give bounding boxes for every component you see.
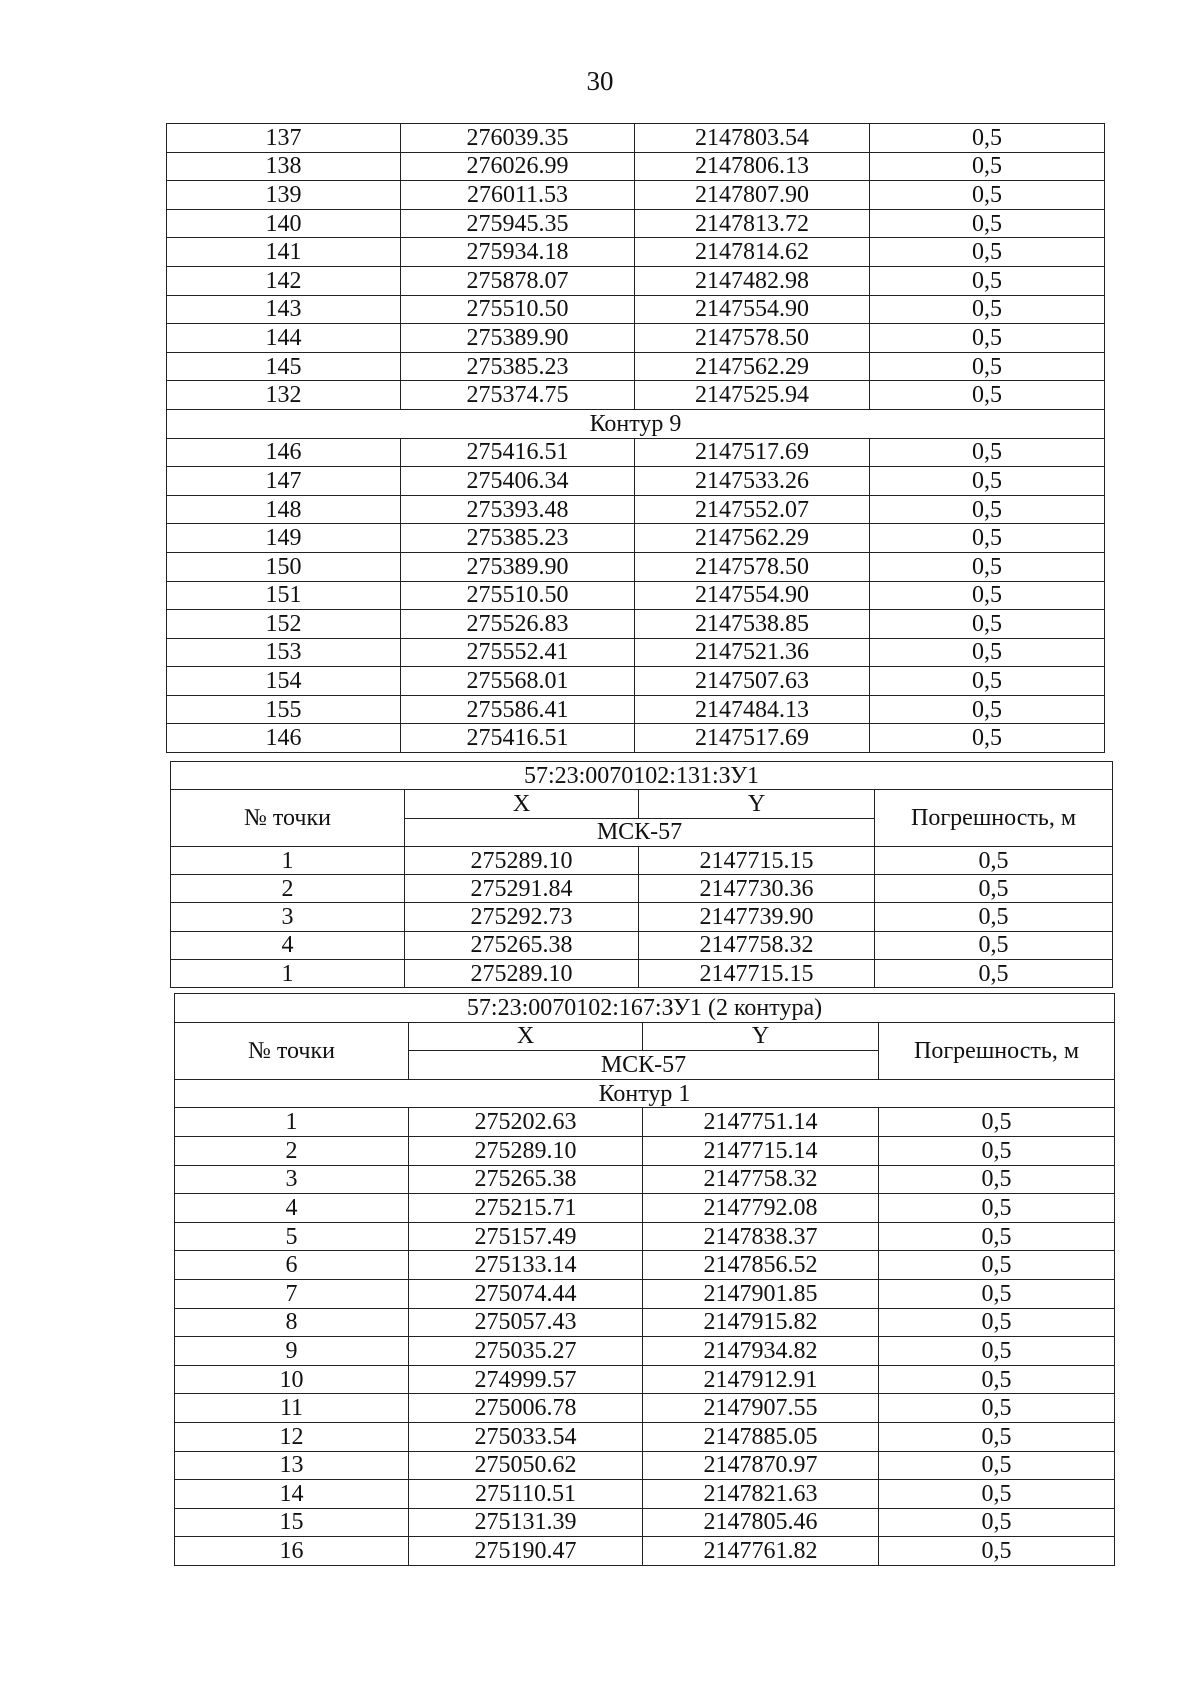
col-header-x: X: [409, 1022, 643, 1051]
x-coordinate-cell: 275945.35: [401, 209, 635, 238]
table-body: [171, 846, 1113, 987]
error-cell: 0,5: [870, 181, 1105, 210]
table-row: [175, 1251, 1115, 1280]
error-cell: 0,5: [879, 1165, 1115, 1194]
table-row: [175, 1165, 1115, 1194]
table-row: [167, 581, 1105, 610]
error-cell: 0,5: [879, 1508, 1115, 1537]
x-coordinate-cell: 275552.41: [401, 638, 635, 667]
table-row: [167, 381, 1105, 410]
error-cell: 0,5: [879, 1251, 1115, 1280]
point-number-cell: 150: [167, 552, 401, 581]
y-coordinate-cell: 2147562.29: [635, 524, 870, 553]
error-cell: 0,5: [879, 1222, 1115, 1251]
error-cell: 0,5: [870, 124, 1105, 153]
x-coordinate-cell: 275389.90: [401, 324, 635, 353]
point-number-cell: 138: [167, 152, 401, 181]
x-coordinate-cell: 275385.23: [401, 352, 635, 381]
col-header-error: Погрешность, м: [875, 790, 1113, 847]
x-coordinate-cell: 275934.18: [401, 238, 635, 267]
x-coordinate-cell: 275265.38: [405, 931, 639, 959]
parcel-title-row: [171, 762, 1113, 790]
x-coordinate-cell: 275215.71: [409, 1194, 643, 1223]
point-number-cell: 3: [175, 1165, 409, 1194]
y-coordinate-cell: 2147517.69: [635, 724, 870, 753]
table-row: [167, 324, 1105, 353]
x-coordinate-cell: 275416.51: [401, 724, 635, 753]
error-cell: 0,5: [879, 1337, 1115, 1366]
table-row: [167, 638, 1105, 667]
point-number-cell: 149: [167, 524, 401, 553]
table-row: [171, 903, 1113, 931]
table-row: [175, 1480, 1115, 1509]
contour-row: [167, 409, 1105, 438]
point-number-cell: 143: [167, 295, 401, 324]
table-row: [167, 295, 1105, 324]
y-coordinate-cell: 2147856.52: [643, 1251, 879, 1280]
x-coordinate-cell: 275568.01: [401, 667, 635, 696]
point-number-cell: 16: [175, 1537, 409, 1566]
x-coordinate-cell: 275050.62: [409, 1451, 643, 1480]
y-coordinate-cell: 2147805.46: [643, 1508, 879, 1537]
point-number-cell: 14: [175, 1480, 409, 1509]
x-coordinate-cell: 275110.51: [409, 1480, 643, 1509]
y-coordinate-cell: 2147792.08: [643, 1194, 879, 1223]
table-row: [175, 1337, 1115, 1366]
error-cell: 0,5: [879, 1194, 1115, 1223]
table-body: [167, 438, 1105, 753]
point-number-cell: 3: [171, 903, 405, 931]
error-cell: 0,5: [875, 931, 1113, 959]
y-coordinate-cell: 2147715.15: [639, 960, 875, 988]
table-row: [167, 552, 1105, 581]
error-cell: 0,5: [879, 1480, 1115, 1509]
table-row: [175, 1222, 1115, 1251]
parcel-title: 57:23:0070102:167:ЗУ1 (2 контура): [175, 994, 1115, 1023]
y-coordinate-cell: 2147901.85: [643, 1279, 879, 1308]
error-cell: 0,5: [870, 266, 1105, 295]
point-number-cell: 11: [175, 1394, 409, 1423]
error-cell: 0,5: [879, 1422, 1115, 1451]
error-cell: 0,5: [870, 581, 1105, 610]
x-coordinate-cell: 275131.39: [409, 1508, 643, 1537]
x-coordinate-cell: 275202.63: [409, 1108, 643, 1137]
error-cell: 0,5: [870, 552, 1105, 581]
header-row: [171, 790, 1113, 818]
col-header-y: Y: [643, 1022, 879, 1051]
point-number-cell: 2: [175, 1136, 409, 1165]
point-number-cell: 1: [171, 960, 405, 988]
point-number-cell: 152: [167, 610, 401, 639]
coordinate-system-label: МСК-57: [405, 818, 875, 846]
point-number-cell: 148: [167, 495, 401, 524]
point-number-cell: 9: [175, 1337, 409, 1366]
y-coordinate-cell: 2147912.91: [643, 1365, 879, 1394]
parcel-167-table: [174, 993, 1115, 1566]
x-coordinate-cell: 275878.07: [401, 266, 635, 295]
table-row: [171, 875, 1113, 903]
x-coordinate-cell: 275006.78: [409, 1394, 643, 1423]
y-coordinate-cell: 2147814.62: [635, 238, 870, 267]
y-coordinate-cell: 2147538.85: [635, 610, 870, 639]
table-row: [175, 1279, 1115, 1308]
error-cell: 0,5: [870, 152, 1105, 181]
table-row: [175, 1451, 1115, 1480]
table-row: [175, 1422, 1115, 1451]
error-cell: 0,5: [870, 610, 1105, 639]
error-cell: 0,5: [870, 381, 1105, 410]
y-coordinate-cell: 2147803.54: [635, 124, 870, 153]
x-coordinate-cell: 276011.53: [401, 181, 635, 210]
point-number-cell: 4: [175, 1194, 409, 1223]
y-coordinate-cell: 2147806.13: [635, 152, 870, 181]
table-row: [167, 266, 1105, 295]
x-coordinate-cell: 275289.10: [405, 846, 639, 874]
parcel-131-table: [170, 761, 1113, 988]
error-cell: 0,5: [870, 438, 1105, 467]
point-number-cell: 141: [167, 238, 401, 267]
y-coordinate-cell: 2147934.82: [643, 1337, 879, 1366]
table-row: [167, 438, 1105, 467]
y-coordinate-cell: 2147907.55: [643, 1394, 879, 1423]
x-coordinate-cell: 275035.27: [409, 1337, 643, 1366]
y-coordinate-cell: 2147554.90: [635, 581, 870, 610]
y-coordinate-cell: 2147552.07: [635, 495, 870, 524]
x-coordinate-cell: 275526.83: [401, 610, 635, 639]
contour-row: [175, 1079, 1115, 1108]
y-coordinate-cell: 2147807.90: [635, 181, 870, 210]
col-header-x: X: [405, 790, 639, 818]
error-cell: 0,5: [870, 638, 1105, 667]
point-number-cell: 1: [171, 846, 405, 874]
point-number-cell: 4: [171, 931, 405, 959]
point-number-cell: 151: [167, 581, 401, 610]
x-coordinate-cell: 275292.73: [405, 903, 639, 931]
y-coordinate-cell: 2147562.29: [635, 352, 870, 381]
table-row: [171, 960, 1113, 988]
table-row: [167, 610, 1105, 639]
table-row: [175, 1308, 1115, 1337]
x-coordinate-cell: 276039.35: [401, 124, 635, 153]
table-row: [171, 931, 1113, 959]
error-cell: 0,5: [870, 467, 1105, 496]
coordinates-table-continued: [166, 123, 1105, 753]
contour-9-title: Контур 9: [167, 409, 1105, 438]
error-cell: 0,5: [879, 1279, 1115, 1308]
x-coordinate-cell: 276026.99: [401, 152, 635, 181]
error-cell: 0,5: [870, 667, 1105, 696]
y-coordinate-cell: 2147554.90: [635, 295, 870, 324]
point-number-cell: 144: [167, 324, 401, 353]
y-coordinate-cell: 2147484.13: [635, 695, 870, 724]
point-number-cell: 142: [167, 266, 401, 295]
point-number-cell: 12: [175, 1422, 409, 1451]
table-row: [167, 495, 1105, 524]
page-number: 30: [586, 66, 614, 96]
error-cell: 0,5: [870, 495, 1105, 524]
point-number-cell: 13: [175, 1451, 409, 1480]
x-coordinate-cell: 275289.10: [405, 960, 639, 988]
table-header-group: [175, 994, 1115, 1108]
x-coordinate-cell: 275374.75: [401, 381, 635, 410]
y-coordinate-cell: 2147507.63: [635, 667, 870, 696]
x-coordinate-cell: 275291.84: [405, 875, 639, 903]
table-row: [167, 695, 1105, 724]
error-cell: 0,5: [879, 1108, 1115, 1137]
parcel-title-row: [175, 994, 1115, 1023]
point-number-cell: 5: [175, 1222, 409, 1251]
x-coordinate-cell: 275033.54: [409, 1422, 643, 1451]
y-coordinate-cell: 2147578.50: [635, 324, 870, 353]
error-cell: 0,5: [875, 903, 1113, 931]
table-row: [175, 1108, 1115, 1137]
x-coordinate-cell: 275057.43: [409, 1308, 643, 1337]
table-row: [167, 524, 1105, 553]
x-coordinate-cell: 274999.57: [409, 1365, 643, 1394]
table-row: [175, 1365, 1115, 1394]
point-number-cell: 15: [175, 1508, 409, 1537]
y-coordinate-cell: 2147885.05: [643, 1422, 879, 1451]
x-coordinate-cell: 275510.50: [401, 581, 635, 610]
error-cell: 0,5: [875, 960, 1113, 988]
table-row: [167, 724, 1105, 753]
col-header-error: Погрешность, м: [879, 1022, 1115, 1079]
point-number-cell: 8: [175, 1308, 409, 1337]
x-coordinate-cell: 275586.41: [401, 695, 635, 724]
point-number-cell: 146: [167, 724, 401, 753]
y-coordinate-cell: 2147870.97: [643, 1451, 879, 1480]
point-number-cell: 140: [167, 209, 401, 238]
error-cell: 0,5: [879, 1308, 1115, 1337]
y-coordinate-cell: 2147761.82: [643, 1537, 879, 1566]
contour-heading-group: [167, 409, 1105, 438]
x-coordinate-cell: 275074.44: [409, 1279, 643, 1308]
error-cell: 0,5: [870, 238, 1105, 267]
y-coordinate-cell: 2147730.36: [639, 875, 875, 903]
y-coordinate-cell: 2147758.32: [643, 1165, 879, 1194]
point-number-cell: 137: [167, 124, 401, 153]
error-cell: 0,5: [870, 209, 1105, 238]
point-number-cell: 132: [167, 381, 401, 410]
x-coordinate-cell: 275416.51: [401, 438, 635, 467]
point-number-cell: 7: [175, 1279, 409, 1308]
x-coordinate-cell: 275510.50: [401, 295, 635, 324]
y-coordinate-cell: 2147578.50: [635, 552, 870, 581]
x-coordinate-cell: 275133.14: [409, 1251, 643, 1280]
x-coordinate-cell: 275190.47: [409, 1537, 643, 1566]
x-coordinate-cell: 275393.48: [401, 495, 635, 524]
table-row: [167, 238, 1105, 267]
parcel-title: 57:23:0070102:131:ЗУ1: [171, 762, 1113, 790]
y-coordinate-cell: 2147482.98: [635, 266, 870, 295]
col-header-point: № точки: [175, 1022, 409, 1079]
y-coordinate-cell: 2147821.63: [643, 1480, 879, 1509]
point-number-cell: 145: [167, 352, 401, 381]
table-row: [171, 846, 1113, 874]
error-cell: 0,5: [870, 524, 1105, 553]
y-coordinate-cell: 2147813.72: [635, 209, 870, 238]
table-row: [175, 1394, 1115, 1423]
table-row: [175, 1136, 1115, 1165]
contour-1-title: Контур 1: [175, 1079, 1115, 1108]
point-number-cell: 147: [167, 467, 401, 496]
y-coordinate-cell: 2147525.94: [635, 381, 870, 410]
table-row: [167, 667, 1105, 696]
y-coordinate-cell: 2147715.14: [643, 1136, 879, 1165]
table-body: [175, 1108, 1115, 1566]
point-number-cell: 139: [167, 181, 401, 210]
x-coordinate-cell: 275389.90: [401, 552, 635, 581]
error-cell: 0,5: [875, 875, 1113, 903]
point-number-cell: 10: [175, 1365, 409, 1394]
y-coordinate-cell: 2147915.82: [643, 1308, 879, 1337]
table-row: [175, 1194, 1115, 1223]
point-number-cell: 155: [167, 695, 401, 724]
x-coordinate-cell: 275406.34: [401, 467, 635, 496]
error-cell: 0,5: [870, 695, 1105, 724]
table-row: [175, 1537, 1115, 1566]
error-cell: 0,5: [870, 324, 1105, 353]
error-cell: 0,5: [879, 1537, 1115, 1566]
col-header-point: № точки: [171, 790, 405, 847]
table-row: [167, 352, 1105, 381]
error-cell: 0,5: [879, 1365, 1115, 1394]
y-coordinate-cell: 2147739.90: [639, 903, 875, 931]
col-header-y: Y: [639, 790, 875, 818]
x-coordinate-cell: 275289.10: [409, 1136, 643, 1165]
table-row: [175, 1508, 1115, 1537]
y-coordinate-cell: 2147517.69: [635, 438, 870, 467]
point-number-cell: 153: [167, 638, 401, 667]
point-number-cell: 154: [167, 667, 401, 696]
y-coordinate-cell: 2147751.14: [643, 1108, 879, 1137]
table-row: [167, 467, 1105, 496]
error-cell: 0,5: [879, 1394, 1115, 1423]
x-coordinate-cell: 275385.23: [401, 524, 635, 553]
table-row: [167, 181, 1105, 210]
header-row: [175, 1022, 1115, 1051]
error-cell: 0,5: [875, 846, 1113, 874]
y-coordinate-cell: 2147715.15: [639, 846, 875, 874]
y-coordinate-cell: 2147521.36: [635, 638, 870, 667]
point-number-cell: 2: [171, 875, 405, 903]
table-header-group: [171, 762, 1113, 847]
error-cell: 0,5: [879, 1451, 1115, 1480]
coordinate-system-label: МСК-57: [409, 1051, 879, 1080]
table-row: [167, 124, 1105, 153]
error-cell: 0,5: [870, 295, 1105, 324]
point-number-cell: 1: [175, 1108, 409, 1137]
y-coordinate-cell: 2147533.26: [635, 467, 870, 496]
y-coordinate-cell: 2147838.37: [643, 1222, 879, 1251]
x-coordinate-cell: 275157.49: [409, 1222, 643, 1251]
table-body: [167, 124, 1105, 410]
error-cell: 0,5: [870, 724, 1105, 753]
table-row: [167, 209, 1105, 238]
point-number-cell: 146: [167, 438, 401, 467]
error-cell: 0,5: [879, 1136, 1115, 1165]
point-number-cell: 6: [175, 1251, 409, 1280]
y-coordinate-cell: 2147758.32: [639, 931, 875, 959]
x-coordinate-cell: 275265.38: [409, 1165, 643, 1194]
table-row: [167, 152, 1105, 181]
error-cell: 0,5: [870, 352, 1105, 381]
